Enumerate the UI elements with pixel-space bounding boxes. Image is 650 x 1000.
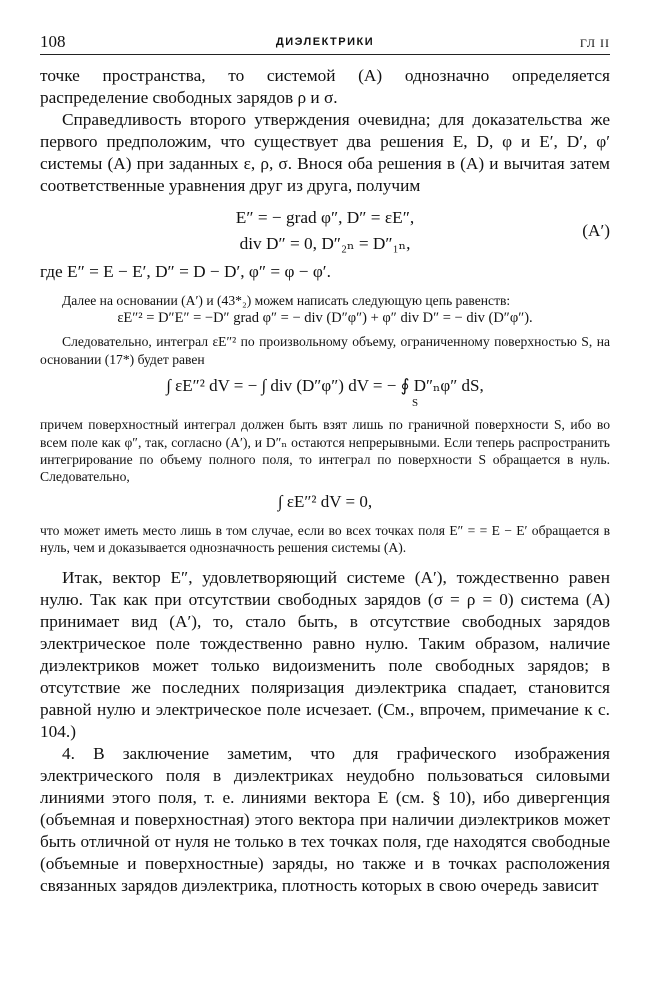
paragraph-5: Следовательно, интеграл εE″² по произвольному объему, ограниченному поверхностью S, на основании (17*) будет равен <box>40 334 610 367</box>
equation-chain: εE″² = D″E″ = −D″ grad φ″ = − div (D″φ″) + φ″ div D″ = − div (D″φ″). <box>117 310 533 327</box>
paragraph-8: Итак, вектор E″, удовлетворяющий системе (A′), тождественно равен нулю. Так как при отсутствии свободных зарядов (σ = ρ = 0) система (A) принимает вид (A′), то, стало быть, в отсутствие свободных зарядов электрическое поле тождественно равно нулю. Таким образом, наличие диэлектриков может только видоизменить поле свободных зарядов; в отсутствие же последних поляризация диэлектрика спадает, становится равной нулю и электрическое поле исчезает. (См., впрочем, примечание к с. 104.) <box>40 567 610 741</box>
chapter-label: ГЛ II <box>579 36 610 50</box>
paragraph-4: Далее на основании (A′) и (43*₂) можем написать следующую цепь равенств: <box>62 293 511 308</box>
book-page <box>40 28 610 897</box>
page-number: 108 <box>40 32 66 51</box>
equation-system-a-prime <box>40 205 610 257</box>
equation-label: (A′) <box>582 221 610 240</box>
page-header <box>40 28 610 55</box>
equation-integral-2: ∫ εE″² dV = 0, <box>277 491 373 511</box>
paragraph-2: Справедливость второго утверждения очевидна; для доказательства же первого предположим, что существует два решения E, D, φ и E′, D′, φ′ системы (A) при заданных ε, ρ, σ. Внося оба решения в (A) и вычитая затем соответственные уравнения друг из друга, получим <box>40 110 610 195</box>
integral-1-expr: ∫ εE″² dV = − ∫ div (D″φ″) dV = − ∮ D″ₙφ″ dS, <box>166 376 484 396</box>
paragraph-9: 4. В заключение заметим, что для графического изображения электрического поля в диэлектриках неудобно пользоваться силовыми линиями этого поля, т. е. линиями вектора E (см. § 10), ибо дивергенция (объемная и поверхностная) этого вектора при наличии диэлектриков может быть отличной от нуля не только в тех точках поля, где находятся свободные (объемные и поверхностные) заряды, но также и в точках расположения связанных зарядов диэлектрика, плотность которых в свою очередь зависит <box>40 743 610 895</box>
running-title: ДИЭЛЕКТРИКИ <box>275 36 375 48</box>
paragraph-3: где E″ = E − E′, D″ = D − D′, φ″ = φ − φ′. <box>40 262 331 281</box>
system-line-1: E″ = − grad φ″, D″ = εE″, <box>235 208 415 227</box>
system-line-2: div D″ = 0, D″₂ₙ = D″₁ₙ, <box>239 234 411 253</box>
equation-integral-1 <box>40 374 610 408</box>
paragraph-1: точке пространства, то системой (A) однозначно определяется распределение свободных зарядов ρ и σ. <box>40 66 610 107</box>
paragraph-6: причем поверхностный интеграл должен быть взят лишь по граничной поверхности S, ибо во всем поле как φ″, так, согласно (A′), и D″ₙ остаются непрерывными. Если теперь распространить интегрирование по объему полного поля, то интеграл по поверхности S обращается в нуль. Следовательно, <box>40 417 610 485</box>
paragraph-7: что может иметь место лишь в том случае, если во всех точках поля E″ = = E − E′ обращается в нуль, чем и доказывается однозначность решения системы (A). <box>40 522 610 556</box>
integral-1-subscript: S <box>411 397 419 410</box>
